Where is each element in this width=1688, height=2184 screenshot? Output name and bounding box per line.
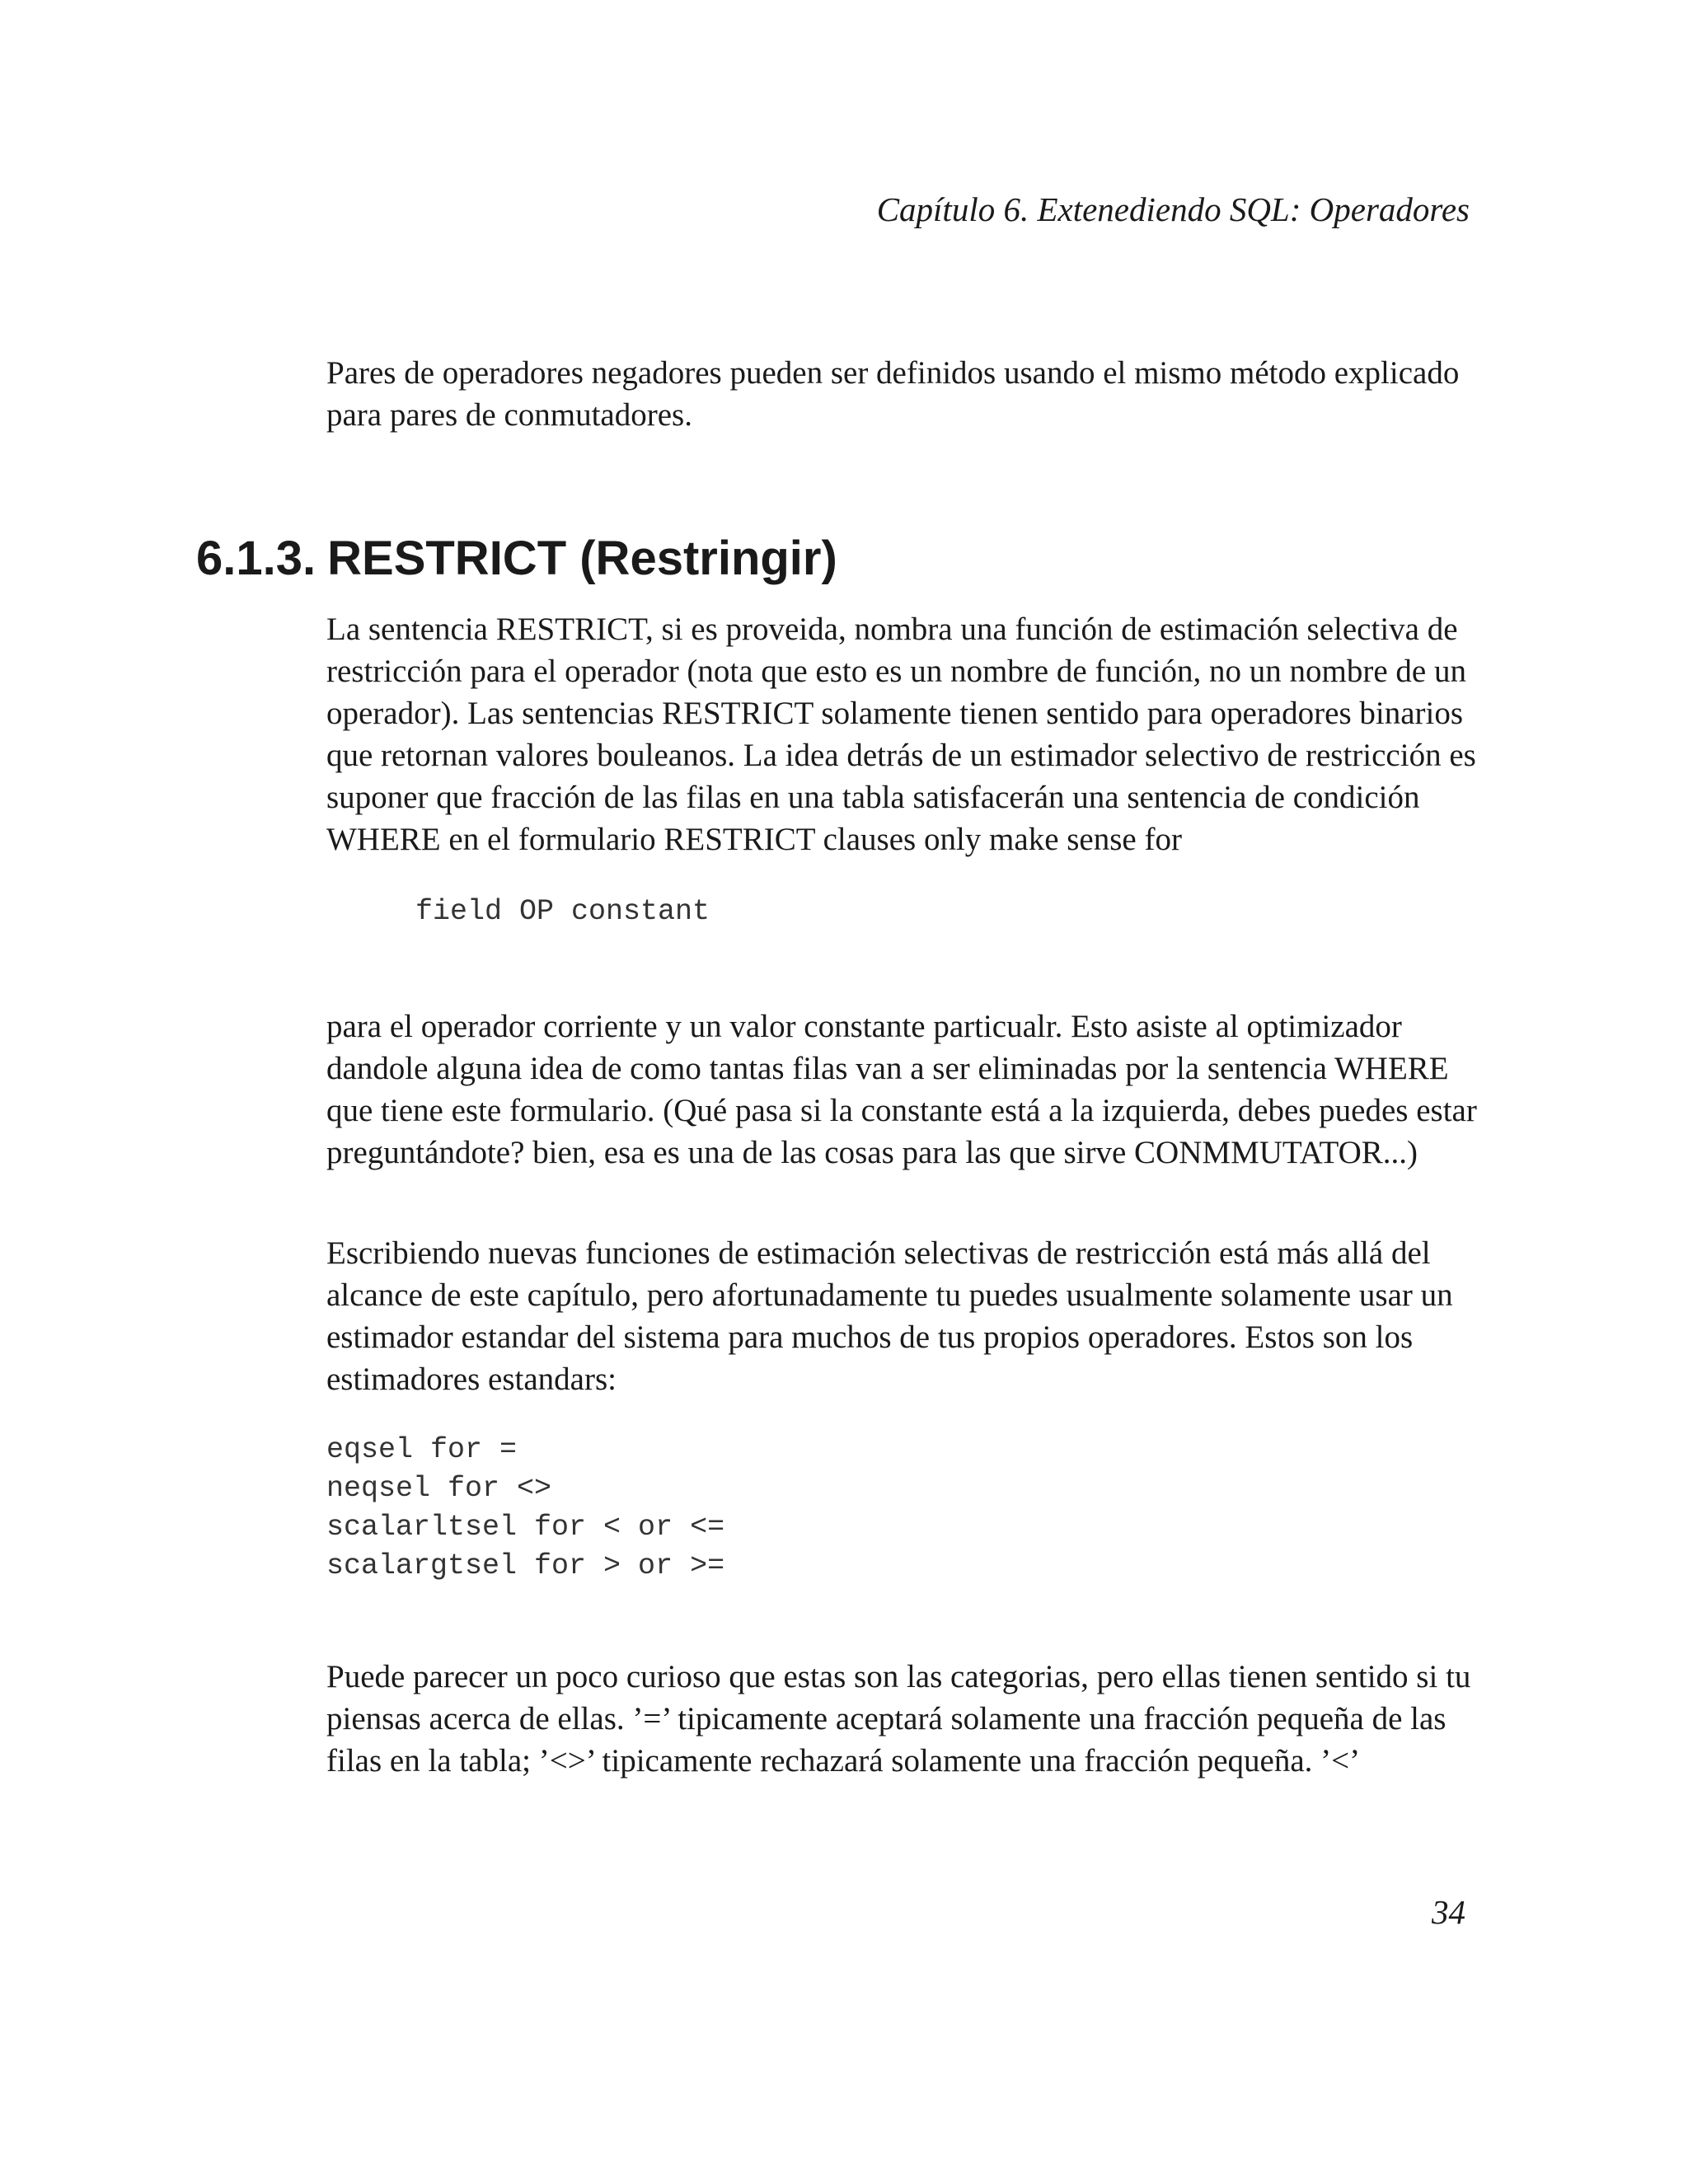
paragraph-categories: Puede parecer un poco curioso que estas son las categorias, pero ellas tienen sentido si tu piensas acerca de ellas. ’=’ tipicamente aceptará solamente una fracción pequeña de las filas en la tabla; ’<>’ tipicamente rechazará solamente una fracción pequeña. ’<’ [326,1659,1471,1779]
paragraph-restrict-intro: La sentencia RESTRICT, si es proveida, nombra una función de estimación selectiva de restricción para el operador (nota que esto es un nombre de función, no un nombre de un operador). Las sentencias RESTRICT solamente tienen sentido para operadores binarios que retornan valores bouleanos. La idea detrás de un estimador selectivo de restricción es suponer que fracción de las filas en una tabla satisfacerán una sentencia de condición WHERE en el formulario RESTRICT clauses only make sense for [326,612,1476,857]
running-header: Capítulo 6. Extenediendo SQL: Operadores [876,190,1470,228]
code-line: eqsel for = [326,1433,518,1466]
code-line: scalarltsel for < or <= [326,1511,725,1544]
code-estimators [326,1431,724,1586]
page-number: 34 [1432,1893,1465,1931]
code-where-form: field OP constant [415,895,710,928]
section-number: 6.1.3. [196,532,316,585]
section-title: RESTRICT (Restringir) [327,532,837,585]
paragraph-restrict-purpose: para el operador corriente y un valor constante particualr. Esto asiste al optimizador dandole alguna idea de como tantas filas van a ser eliminadas por la sentencia WHERE que tiene este formulario. (Qué pasa si la constante está a la izquierda, debes puedes estar preguntándote? bien, esa es una de las cosas para las que sirve CONMMUTATOR...) [326,1009,1477,1170]
code-line: scalargtsel for > or >= [326,1549,725,1582]
paragraph-estimators: Escribiendo nuevas funciones de estimación selectivas de restricción está más allá del alcance de este capítulo, pero afortunadamente tu puedes usualmente solamente usar un estimador estandar del sistema para muchos de tus propios operadores. Estos son los estimadores estandars: [326,1235,1453,1397]
paragraph-negators: Pares de operadores negadores pueden ser definidos usando el mismo método explicado para pares de conmutadores. [326,355,1460,433]
section-heading [196,530,837,588]
code-line: neqsel for <> [326,1472,552,1505]
